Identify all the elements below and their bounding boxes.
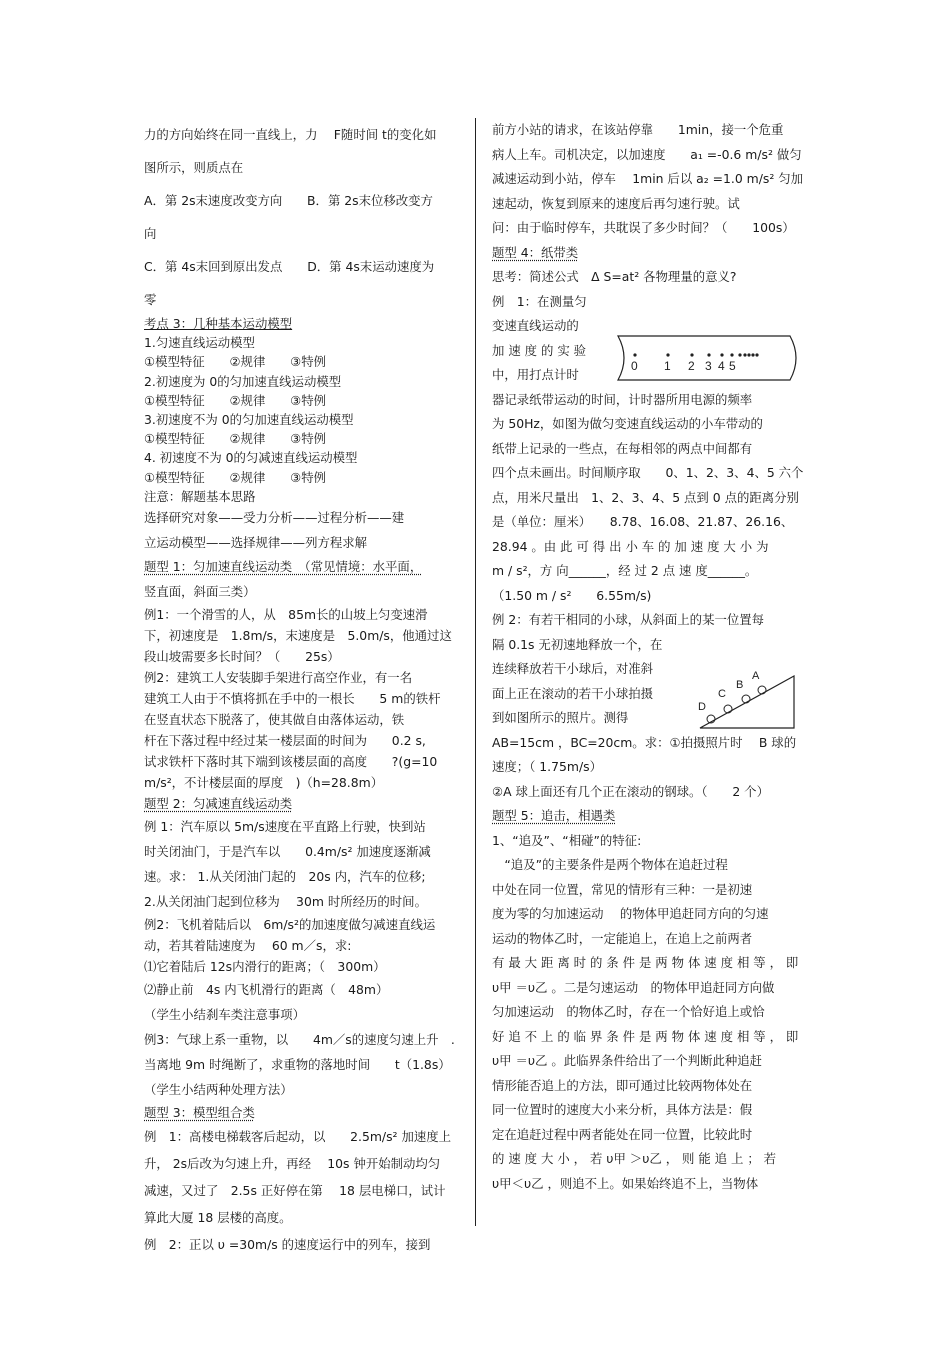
text-line: 时关闭油门，于是汽车以 0.4m/s² 加速度逐渐减 (144, 844, 431, 860)
text-line: （学生小结两种处理方法） (144, 1082, 293, 1098)
text-line: 当离地 9m 时绳断了，求重物的落地时间 t（1.8s） (144, 1057, 451, 1073)
text-line: 2.从关闭油门起到位移为 30m 时所经历的时间。 (144, 894, 427, 910)
text-line: 到如图所示的照片。测得 (492, 710, 629, 725)
text-line: AB=15cm ，BC=20cm。求：①拍摄照片时 B 球的 (492, 734, 797, 750)
tape-dot (751, 353, 754, 356)
text-line: 速起动，恢复到原来的速度后再匀速行驶。试 (492, 195, 740, 211)
text-line: 度为零的匀加速运动 的物体甲追赶同方向的匀速 (492, 906, 769, 921)
text-line: C．第 4s末回到原出发点 D．第 4s末运动速度为 (144, 259, 435, 274)
paper-tape-figure (612, 330, 802, 386)
text-line: 变速直线运动的 (492, 318, 579, 333)
text-line: 加 速 度 的 实 验 (492, 342, 587, 358)
tixing4-heading: 题型 4：纸带类 (492, 244, 579, 260)
text-line: υ甲 ＝υ乙 。二是匀速运动 的物体甲追赶同方向做 (492, 979, 775, 995)
tape-dot (666, 353, 669, 356)
tixing1-heading: 题型 1：匀加速直线运动类 （常见情境：水平面， (144, 559, 423, 575)
incline-triangle (700, 676, 794, 728)
text-line: 例2：飞机着陆后以 6m/s²的加速度做匀减速直线运 (144, 917, 436, 933)
text-line: 面上正在滚动的若干小球拍摄 (492, 685, 654, 701)
text-line: 定在追赶过程中两者能处在同一位置，比较此时 (492, 1126, 753, 1142)
text-line: 杆在下落过程中经过某一楼层面的时间为 0.2 s, (144, 733, 426, 749)
text-line: 速。求： 1.从关闭油门起的 20s 内，汽车的位移; (144, 869, 426, 885)
ball-c (724, 705, 732, 713)
text-line: 零 (144, 292, 157, 307)
text-line: 图所示，则质点在 (144, 160, 244, 175)
text-line: 运动的物体乙时，一定能追上，在追上之前两者 (492, 930, 753, 946)
text-line: 匀加速运动 的物体乙时，存在一个恰好追上或恰 (492, 1004, 765, 1019)
text-line: 是（单位：厘米） 8.78、16.08、21.87、26.16、 (492, 514, 794, 529)
text-line: 点，用米尺量出 1、2、3、4、5 点到 0 点的距离分别 (492, 489, 799, 505)
incline-label-a: A (752, 670, 760, 682)
text-line: 算此大厦 18 层楼的高度。 (144, 1210, 292, 1226)
tape-label: 4 (718, 359, 725, 373)
left-column (144, 118, 462, 1258)
text-line: υ甲 ＝υ乙 。此临界条件给出了一个判断此种追赶 (492, 1053, 763, 1068)
text-line: 同一位置时的速度大小来分析，具体方法是：假 (492, 1102, 753, 1117)
text-line: 建筑工人由于不慎将抓在手中的一根长 5 m的铁杆 (144, 691, 441, 707)
tape-label: 2 (688, 359, 695, 373)
incline-label-c: C (718, 688, 726, 700)
tape-dot (747, 353, 750, 356)
text-line: 注意：解题基本思路 (144, 488, 256, 504)
text-line: 例 1：汽车原以 5m/s速度在平直路上行驶，快到站 (144, 819, 426, 835)
text-line: 减速运动到小站，停车 1min 后以 a₂ =1.0 m/s² 匀加 (492, 171, 804, 186)
text-line: 减速，又过了 2.5s 正好停在第 18 层电梯口，试计 (144, 1183, 446, 1199)
text-line: ①模型特征 ②规律 ③特例 (144, 354, 327, 370)
text-line: m / s²，方 向______，经 过 2 点 速 度______。 (492, 563, 758, 578)
text-line: ①模型特征 ②规律 ③特例 (144, 431, 327, 447)
tixing3-heading: 题型 3：模型组合类 (144, 1105, 255, 1121)
text-line: 好 追 不 上 的 临 界 条 件 是 两 物 体 速 度 相 等 ， 即 (492, 1028, 799, 1044)
text-line: 情形能否追上的方法，即可通过比较两物体处在 (492, 1077, 753, 1093)
text-line: ①模型特征 ②规律 ③特例 (144, 392, 327, 408)
tape-dot (707, 353, 710, 356)
text-line: 连续释放若干小球后，对准斜 (492, 661, 654, 676)
incline-label-d: D (698, 701, 706, 713)
tape-dot (743, 353, 746, 356)
left-block6 (144, 914, 462, 977)
text-line: 病人上车。司机决定，以加速度 a₁ =-0.6 m/s² 做匀 (492, 146, 802, 162)
tape-label: 5 (729, 359, 736, 373)
text-line: 四个点未画出。时间顺序取 0、1、2、3、4、5 六个 (492, 465, 804, 480)
text-line: A．第 2s末速度改变方向 B．第 2s末位移改变方 (144, 193, 433, 208)
text-line: 为 50Hz，如图为做匀变速直线运动的小车带动的 (492, 416, 763, 431)
text-line: 有 最 大 距 离 时 的 条 件 是 两 物 体 速 度 相 等 ， 即 (492, 955, 799, 970)
text-line: 纸带上记录的一些点，在每相邻的两点中间都有 (492, 440, 753, 456)
text-line: 段山坡需要多长时间？（ 25s） (144, 649, 340, 665)
left-block7 (144, 977, 462, 1102)
text-line: 向 (144, 226, 157, 241)
text-line: 试求铁杆下落时其下端到该楼层面的高度 ?(g=10 (144, 754, 438, 770)
text-line: 例1：一个滑雪的人，从 85m长的山坡上匀变速滑 (144, 607, 428, 623)
text-line: 1.匀速直线运动模型 (144, 335, 255, 351)
text-line: υ甲＜υ乙 ，则追不上。如果始终追不上，当物体 (492, 1175, 759, 1191)
text-line: （1.50 m / s² 6.55m/s) (492, 587, 652, 603)
tape-dot (755, 353, 758, 356)
text-line: 的 速 度 大 小 ， 若 υ甲 ＞υ乙 ， 则 能 追 上 ； 若 (492, 1151, 777, 1166)
tape-dot (738, 353, 741, 356)
text-line: 选择研究对象——受力分析——过程分析——建 (144, 510, 405, 526)
text-line: 升， 2s后改为匀速上升，再经 10s 钟开始制动均匀 (144, 1156, 441, 1172)
text-line: 问：由于临时停车，共耽误了多少时间？（ 100s） (492, 220, 795, 235)
text-line: 28.94 。由 此 可 得 出 小 车 的 加 速 度 大 小 为 (492, 538, 769, 554)
tixing2-heading: 题型 2：匀减速直线运动类 (144, 796, 293, 812)
text-line: 中，用打点计时 (492, 367, 579, 382)
left-block4 (144, 604, 462, 814)
text-line: 2.初速度为 0的匀加速直线运动模型 (144, 373, 342, 389)
text-line: ⑴它着陆后 12s内滑行的距离；（ 300m） (144, 959, 386, 975)
tape-label: 0 (631, 359, 638, 373)
text-line: 中处在同一位置，常见的情形有三种：一是初速 (492, 881, 753, 897)
text-line: （学生小结刹车类注意事项） (144, 1007, 306, 1023)
text-line: ②A 球上面还有几个正在滚动的钢球。（ 2 个） (492, 783, 769, 799)
kaodian3-heading: 考点 3：几种基本运动模型 (144, 316, 293, 331)
tixing5-heading: 题型 5：追击，相遇类 (492, 808, 616, 823)
incline-label-b: B (736, 679, 744, 691)
text-line: “追及”的主要条件是两个物体在追赶过程 (492, 857, 728, 872)
tape-dot (730, 353, 733, 356)
incline-figure (692, 666, 802, 734)
text-line: 速度；（ 1.75m/s） (492, 759, 602, 774)
text-line: 例 2：正以 υ =30m/s 的速度运行中的列车，接到 (144, 1237, 431, 1253)
text-line: 动，若其着陆速度为 60 m／s，求: (144, 938, 352, 954)
ball-b (742, 695, 750, 703)
text-line: 器记录纸带运动的时间，计时器所用电源的频率 (492, 391, 753, 407)
right-block (492, 118, 810, 1196)
text-line: 例 1：在测量匀 (492, 293, 587, 309)
text-line: 例 1：高楼电梯载客后起动，以 2.5m/s² 加速度上 (144, 1129, 452, 1145)
tape-dot (720, 353, 723, 356)
text-line: 前方小站的请求，在该站停靠 1min，接一个危重 (492, 122, 784, 137)
text-line: 隔 0.1s 无初速地释放一个，在 (492, 636, 663, 652)
text-line: 力的方向始终在同一直线上，力 F随时间 t的变化如 (144, 127, 437, 142)
tape-outline (618, 336, 796, 380)
text-line: ⑵静止前 4s 内飞机滑行的距离（ 48m） (144, 982, 389, 998)
column-divider (475, 118, 476, 1226)
text-line: 立运动模型——选择规律——列方程求解 (144, 534, 368, 550)
text-line: 在竖直状态下脱落了，使其做自由落体运动，铁 (144, 712, 405, 728)
text-line: 3.初速度不为 0的匀加速直线运动模型 (144, 412, 354, 428)
text-line: 思考：简述公式 Δ S=at² 各物理量的意义? (492, 269, 737, 284)
text-line: 竖直面，斜面三类） (144, 583, 256, 599)
left-block2 (144, 333, 462, 506)
text-line: 例 2：有若干相同的小球，从斜面上的某一位置每 (492, 612, 765, 627)
tape-dot (690, 353, 693, 356)
right-column (492, 118, 810, 1196)
left-block1 (144, 118, 462, 316)
text-line: 下，初速度是 1.8m/s，末速度是 5.0m/s，他通过这 (144, 628, 452, 644)
tape-label: 1 (664, 359, 671, 373)
text-line: ①模型特征 ②规律 ③特例 (144, 469, 327, 485)
text-line: m/s²，不计楼层面的厚度 )（h=28.8m） (144, 775, 384, 791)
text-line: 例3：气球上系一重物，以 4m／s的速度匀速上升 . (144, 1032, 455, 1048)
text-line: 4. 初速度不为 0的匀减速直线运动模型 (144, 450, 358, 466)
left-block5 (144, 814, 462, 914)
left-block8 (144, 1123, 462, 1258)
tape-dot (633, 353, 636, 356)
text-line: 例2：建筑工人安装脚手架进行高空作业，有一名 (144, 670, 413, 686)
tape-label: 3 (705, 359, 712, 373)
ball-a (758, 686, 766, 694)
left-block3 (144, 506, 462, 604)
text-line: 1、“追及”、“相碰”的特征: (492, 832, 642, 848)
